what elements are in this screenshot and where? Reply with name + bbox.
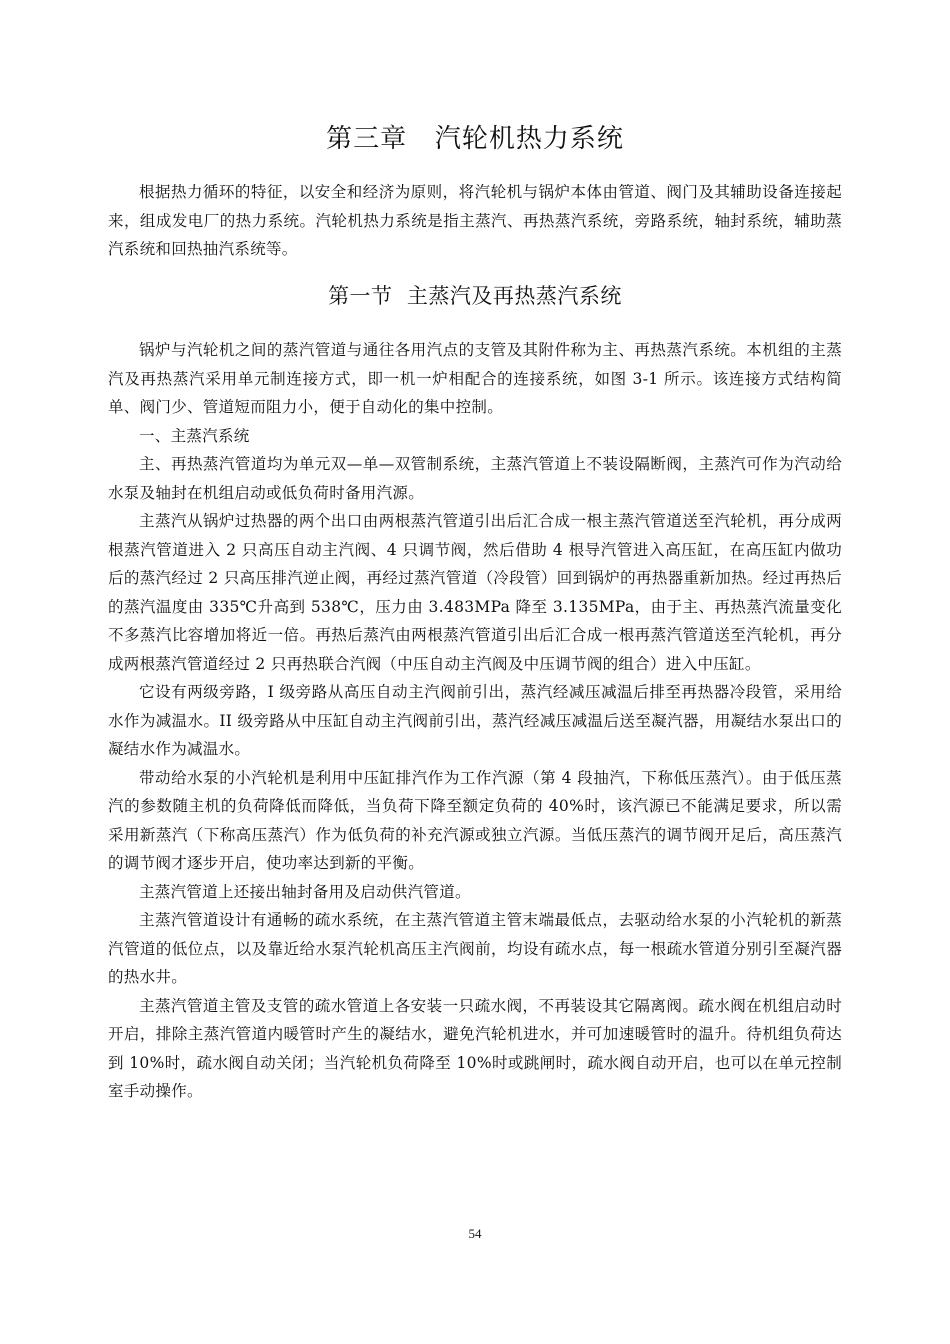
section-intro-paragraph: 锅炉与汽轮机之间的蒸汽管道与通往各用汽点的支管及其附件称为主、再热蒸汽系统。本机组的主蒸汽及再热蒸汽采用单元制连接方式，即一机一炉相配合的连接系统，如图 3-1 所示。该连接方式结构简单、阀门少、管道短而阻力小，便于自动化的集中控制。 (108, 341, 842, 416)
subheading-main-steam: 一、主蒸汽系统 (139, 426, 250, 445)
page-number: 54 (468, 1226, 482, 1241)
body-paragraph: 主蒸汽管道主管及支管的疏水管道上各安装一只疏水阀，不再装设其它隔离阀。疏水阀在机组启动时开启，排除主蒸汽管道内暖管时产生的凝结水，避免汽轮机进水，并可加速暖管时的温升。待机组负荷达到 10%时，疏水阀自动关闭；当汽轮机负荷降至 10%时或跳闸时，疏水阀自动开启，也可以在单元控制室手动操作。 (108, 996, 842, 1100)
section-body (108, 336, 842, 1106)
body-paragraph: 主蒸汽管道设计有通畅的疏水系统，在主蒸汽管道主管末端最低点，去驱动给水泵的小汽轮机的新蒸汽管道的低位点，以及靠近给水泵汽轮机高压主汽阀前，均设有疏水点，每一根疏水管道分别引至凝汽器的热水井。 (108, 911, 842, 986)
intro-block (108, 178, 842, 264)
chapter-title: 第三章 汽轮机热力系统 (326, 124, 624, 154)
body-paragraph: 它设有两级旁路，I 级旁路从高压自动主汽阀前引出，蒸汽经减压减温后排至再热器冷段管，采用给水作为减温水。II 级旁路从中压缸自动主汽阀前引出，蒸汽经减压减温后送至凝汽器，用凝结水泵出口的凝结水作为减温水。 (108, 683, 842, 758)
intro-paragraph: 根据热力循环的特征，以安全和经济为原则，将汽轮机与锅炉本体由管道、阀门及其辅助设备连接起来，组成发电厂的热力系统。汽轮机热力系统是指主蒸汽、再热蒸汽系统，旁路系统，轴封系统，辅助蒸汽系统和回热抽汽系统等。 (108, 183, 842, 258)
body-paragraph: 主蒸汽管道上还接出轴封备用及启动供汽管道。 (139, 882, 471, 901)
body-paragraph: 主蒸汽从锅炉过热器的两个出口由两根蒸汽管道引出后汇合成一根主蒸汽管道送至汽轮机，再分成两根蒸汽管道进入 2 只高压自动主汽阀、4 只调节阀，然后借助 4 根导汽管进入高压缸，在高压缸内做功后的蒸汽经过 2 只高压排汽逆止阀，再经过蒸汽管道（冷段管）回到锅炉的再热器重新加热。经过再热后的蒸汽温度由 335℃升高到 538℃，压力由 3.483MPa 降至 3.135MPa，由于主、再热蒸汽流量变化不多蒸汽比容增加将近一倍。再热后蒸汽由两根蒸汽管道引出后汇合成一根再蒸汽管道送至汽轮机，再分成两根蒸汽管道经过 2 只再热联合汽阀（中压自动主汽阀及中压调节阀的组合）进入中压缸。 (108, 512, 842, 673)
section-title: 第一节 主蒸汽及再热蒸汽系统 (328, 284, 622, 308)
body-paragraph: 带动给水泵的小汽轮机是利用中压缸排汽作为工作汽源（第 4 段抽汽，下称低压蒸汽）。由于低压蒸汽的参数随主机的负荷降低而降低，当负荷下降至额定负荷的 40%时，该汽源已不能满足要求，所以需采用新蒸汽（下称高压蒸汽）作为低负荷的补充汽源或独立汽源。当低压蒸汽的调节阀开足后，高压蒸汽的调节阀才逐步开启，使功率达到新的平衡。 (108, 768, 842, 872)
body-paragraph: 主、再热蒸汽管道均为单元双—单—双管制系统，主蒸汽管道上不装设隔断阀，主蒸汽可作为汽动给水泵及轴封在机组启动或低负荷时备用汽源。 (108, 455, 842, 502)
